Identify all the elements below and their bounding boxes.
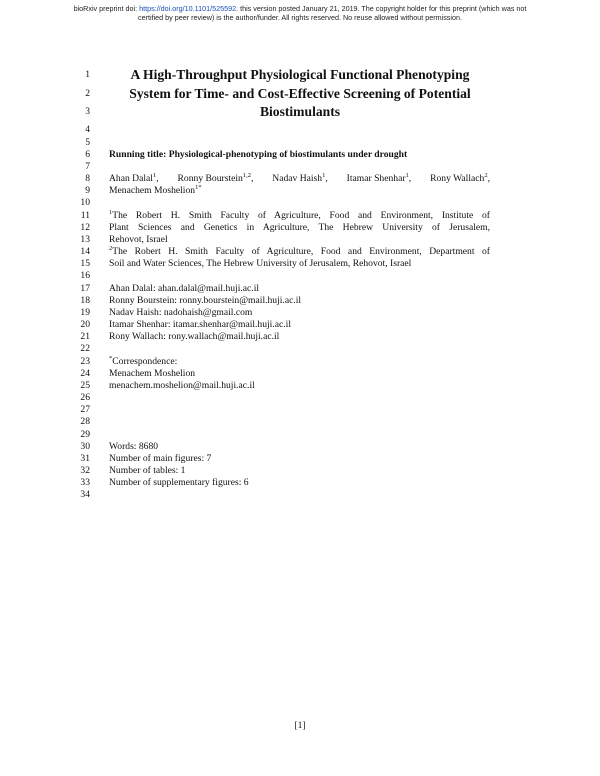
line-number: 29 bbox=[80, 429, 90, 440]
line-number: 27 bbox=[80, 404, 90, 415]
line-number: 18 bbox=[80, 295, 90, 306]
paper-title-line-3: Biostimulants bbox=[259, 104, 341, 119]
line-number: 15 bbox=[80, 258, 90, 269]
line-number: 12 bbox=[80, 222, 90, 233]
author-email: Ronny Bourstein: ronny.bourstein@mail.huji.ac.il bbox=[109, 295, 302, 306]
line-number: 3 bbox=[85, 106, 90, 117]
line-number: 6 bbox=[85, 149, 90, 160]
affiliation-2-line-1: $^2$The Robert H. Smith Faculty of Agriculture, Food and Environment, Department of bbox=[109, 245, 490, 257]
doi-link[interactable]: https://doi.org/10.1101/525592 bbox=[139, 4, 237, 13]
author: Ronny Bourstein$^{1,2}$, bbox=[177, 172, 254, 184]
line-number: 31 bbox=[80, 453, 90, 464]
preprint-header-line-2: certified by peer review) is the author/funder. All rights reserved. No reuse allowed without permission. bbox=[138, 13, 462, 22]
line-number: 28 bbox=[80, 416, 90, 427]
correspondence-name: Menachem Moshelion bbox=[109, 368, 196, 379]
affiliation-1-line-3: Rehovot, Israel bbox=[109, 234, 168, 245]
line-number: 5 bbox=[85, 137, 90, 148]
supplementary-figures-count: Number of supplementary figures: 6 bbox=[109, 477, 249, 488]
page-number: [1] bbox=[294, 720, 306, 731]
author: Menachem Moshelion$^{1*}$ bbox=[109, 184, 202, 196]
author: Rony Wallach$^2$, bbox=[430, 172, 490, 184]
line-number: 1 bbox=[85, 69, 90, 80]
line-number: 34 bbox=[80, 489, 90, 500]
tables-count: Number of tables: 1 bbox=[109, 465, 186, 476]
preprint-header bbox=[0, 4, 600, 22]
preprint-header-line-1: bioRxiv preprint doi: https://doi.org/10.1101/525592. this version posted January 21, 2019. The copyright holder for this preprint (which was not bbox=[73, 4, 527, 13]
paper-title-line-2: System for Time- and Cost-Effective Screening of Potential bbox=[129, 86, 471, 101]
author: Itamar Shenhar$^1$, bbox=[346, 172, 412, 184]
running-title: Running title: Physiological-phenotyping of biostimulants under drought bbox=[109, 149, 408, 160]
author-email: Nadav Haish: nadohaish@gmail.com bbox=[109, 307, 253, 318]
correspondence-email: menachem.moshelion@mail.huji.ac.il bbox=[109, 380, 255, 391]
line-number: 32 bbox=[80, 465, 90, 476]
author-email: Rony Wallach: rony.wallach@mail.huji.ac.il bbox=[109, 331, 280, 342]
line-number: 26 bbox=[80, 392, 90, 403]
author: Nadav Haish$^1$, bbox=[272, 172, 328, 184]
author: Ahan Dalal$^1$, bbox=[109, 172, 159, 184]
line-number: 7 bbox=[85, 161, 90, 172]
line-number: 4 bbox=[85, 124, 90, 135]
affiliation-2-line-2: Soil and Water Sciences, The Hebrew University of Jerusalem, Rehovot, Israel bbox=[109, 258, 412, 269]
line-number: 9 bbox=[85, 185, 90, 196]
correspondence-label: *Correspondence: bbox=[109, 355, 178, 367]
author-list-continued bbox=[109, 185, 490, 197]
word-count: Words: 8680 bbox=[109, 441, 159, 452]
line-number: 13 bbox=[80, 234, 90, 245]
line-number: 2 bbox=[85, 88, 90, 99]
affiliation-1-line-1: $^1$The Robert H. Smith Faculty of Agriculture, Food and Environment, Institute of bbox=[109, 209, 490, 221]
line-number: 24 bbox=[80, 368, 90, 379]
line-number: 30 bbox=[80, 441, 90, 452]
line-number: 11 bbox=[80, 210, 90, 221]
paper-title-line-1: A High-Throughput Physiological Functional Phenotyping bbox=[130, 67, 470, 82]
line-number: 23 bbox=[80, 356, 90, 367]
line-number: 25 bbox=[80, 380, 90, 391]
author-email: Itamar Shenhar: itamar.shenhar@mail.huji.ac.il bbox=[109, 319, 291, 330]
line-number: 20 bbox=[80, 319, 90, 330]
line-number: 17 bbox=[80, 283, 90, 294]
line-number: 16 bbox=[80, 270, 90, 281]
affiliation-1-line-2: Plant Sciences and Genetics in Agriculture, The Hebrew University of Jerusalem, bbox=[109, 222, 490, 233]
line-number: 8 bbox=[85, 173, 90, 184]
line-number: 19 bbox=[80, 307, 90, 318]
author-list bbox=[109, 173, 490, 185]
line-number: 21 bbox=[80, 331, 90, 342]
author-email: Ahan Dalal: ahan.dalal@mail.huji.ac.il bbox=[109, 283, 260, 294]
line-number: 14 bbox=[80, 246, 90, 257]
line-number: 10 bbox=[80, 197, 90, 208]
line-number: 22 bbox=[80, 343, 90, 354]
main-figures-count: Number of main figures: 7 bbox=[109, 453, 212, 464]
line-number: 33 bbox=[80, 477, 90, 488]
